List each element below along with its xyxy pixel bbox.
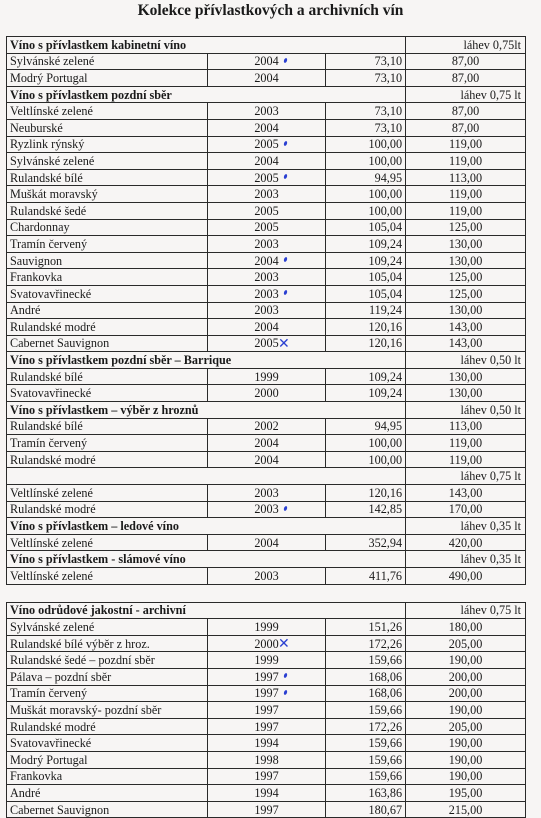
- price-gross: 119,00: [406, 435, 526, 452]
- wine-year: 2004: [208, 153, 326, 170]
- price-gross: 143,00: [406, 335, 526, 352]
- price-net: 159,66: [326, 768, 406, 785]
- table-row: [7, 335, 526, 352]
- wine-year: 2004: [208, 53, 326, 70]
- price-net: 352,94: [326, 534, 406, 551]
- wine-year: 1994: [208, 735, 326, 752]
- pen-tick-mark: [283, 173, 288, 179]
- table-row: [7, 269, 526, 286]
- price-net: 94,95: [326, 169, 406, 186]
- table-row: [7, 718, 526, 735]
- wine-price-table: [6, 36, 526, 818]
- wine-year: 1997: [208, 668, 326, 685]
- price-gross: 87,00: [406, 53, 526, 70]
- table-row: [7, 801, 526, 818]
- table-row: [7, 768, 526, 785]
- wine-name: Frankovka: [7, 768, 208, 785]
- table-row: [7, 751, 526, 768]
- price-net: 159,66: [326, 751, 406, 768]
- bottle-size: láhev 0,75 lt: [406, 86, 526, 103]
- wine-name: Sauvignon: [7, 252, 208, 269]
- sub-unit-row: [7, 468, 526, 485]
- table-row: [7, 119, 526, 136]
- wine-year: 2003: [208, 568, 326, 585]
- price-net: 180,67: [326, 801, 406, 818]
- price-gross: 190,00: [406, 735, 526, 752]
- table-row: [7, 534, 526, 551]
- bottle-size: láhev 0,75lt: [406, 37, 526, 54]
- wine-name: Rulandské bílé: [7, 418, 208, 435]
- wine-name: Modrý Portugal: [7, 751, 208, 768]
- price-gross: 490,00: [406, 568, 526, 585]
- table-row: [7, 53, 526, 70]
- wine-year: 2003: [208, 186, 326, 203]
- pen-cross-mark: ✕: [278, 635, 290, 652]
- wine-year: 1997: [208, 801, 326, 818]
- wine-name: Rulandské modré: [7, 451, 208, 468]
- table-row: [7, 368, 526, 385]
- pen-tick-mark: [283, 290, 288, 296]
- wine-name: Veltlínské zelené: [7, 103, 208, 120]
- table-row: [7, 418, 526, 435]
- price-gross: 130,00: [406, 236, 526, 253]
- empty-cell: [7, 468, 406, 485]
- wine-year: 2003: [208, 103, 326, 120]
- price-gross: 170,00: [406, 501, 526, 518]
- price-gross: 130,00: [406, 385, 526, 402]
- price-net: 151,26: [326, 619, 406, 636]
- pen-tick-mark: [283, 673, 288, 679]
- wine-year: 2003: [208, 485, 326, 502]
- table-row: [7, 785, 526, 802]
- price-gross: 420,00: [406, 534, 526, 551]
- price-net: 105,04: [326, 269, 406, 286]
- price-gross: 200,00: [406, 685, 526, 702]
- table-row: [7, 285, 526, 302]
- pen-tick-mark: [283, 505, 288, 511]
- price-net: 120,16: [326, 485, 406, 502]
- price-gross: 113,00: [406, 169, 526, 186]
- price-gross: 130,00: [406, 302, 526, 319]
- wine-name: Neuburské: [7, 119, 208, 136]
- price-gross: 113,00: [406, 418, 526, 435]
- spacer-cell: [7, 584, 526, 602]
- wine-table-body: [7, 37, 526, 818]
- section-header: [7, 518, 526, 535]
- section-header: [7, 551, 526, 568]
- wine-year: 2005: [208, 136, 326, 153]
- table-row: [7, 169, 526, 186]
- table-row: [7, 70, 526, 87]
- section-title: Víno s přívlastkem – výběr z hroznů: [7, 402, 406, 419]
- wine-name: Sylvánské zelené: [7, 153, 208, 170]
- price-gross: 125,00: [406, 285, 526, 302]
- wine-name: Rulandské modré: [7, 501, 208, 518]
- price-net: 109,24: [326, 252, 406, 269]
- table-row: [7, 501, 526, 518]
- page-title: Kolekce přívlastkových a archivních vín: [137, 2, 404, 19]
- price-gross: 190,00: [406, 702, 526, 719]
- wine-year: 2003: [208, 501, 326, 518]
- bottle-size: láhev 0,75 lt: [406, 468, 526, 485]
- section-title: Víno s přívlastkem kabinetní víno: [7, 37, 406, 54]
- wine-name: Rulandské bílé: [7, 169, 208, 186]
- price-net: 73,10: [326, 70, 406, 87]
- price-gross: 130,00: [406, 252, 526, 269]
- price-gross: 87,00: [406, 70, 526, 87]
- section-title: Víno odrůdové jakostní - archivní: [7, 602, 406, 619]
- wine-name: Rulandské modré: [7, 319, 208, 336]
- price-gross: 125,00: [406, 219, 526, 236]
- wine-name: Veltlínské zelené: [7, 568, 208, 585]
- wine-name: Sylvánské zelené: [7, 619, 208, 636]
- wine-year: 2000 ✕: [208, 635, 326, 652]
- wine-year: 2000: [208, 385, 326, 402]
- price-gross: 130,00: [406, 368, 526, 385]
- price-gross: 119,00: [406, 136, 526, 153]
- bottle-size: láhev 0,50 lt: [406, 352, 526, 369]
- price-gross: 200,00: [406, 668, 526, 685]
- price-gross: 119,00: [406, 186, 526, 203]
- wine-name: Rulandské šedé: [7, 202, 208, 219]
- wine-year: 2004: [208, 534, 326, 551]
- table-row: [7, 568, 526, 585]
- section-title: Víno s přívlastkem pozdní sběr: [7, 86, 406, 103]
- price-gross: 190,00: [406, 768, 526, 785]
- price-net: 100,00: [326, 451, 406, 468]
- wine-year: 1999: [208, 652, 326, 669]
- wine-name: Modrý Portugal: [7, 70, 208, 87]
- wine-year: 2005: [208, 219, 326, 236]
- price-gross: 195,00: [406, 785, 526, 802]
- price-net: 168,06: [326, 685, 406, 702]
- section-title: Víno s přívlastkem pozdní sběr – Barrique: [7, 352, 406, 369]
- wine-name: Muškát moravský: [7, 186, 208, 203]
- price-net: 172,26: [326, 718, 406, 735]
- price-gross: 119,00: [406, 451, 526, 468]
- wine-year: 2004: [208, 435, 326, 452]
- section-header: [7, 37, 526, 54]
- table-row: [7, 702, 526, 719]
- section-header: [7, 352, 526, 369]
- price-net: 73,10: [326, 119, 406, 136]
- pen-tick-mark: [283, 140, 288, 146]
- wine-name: André: [7, 785, 208, 802]
- price-gross: 190,00: [406, 652, 526, 669]
- bottle-size: láhev 0,35 lt: [406, 551, 526, 568]
- wine-year: 2004: [208, 319, 326, 336]
- table-row: [7, 252, 526, 269]
- price-net: 411,76: [326, 568, 406, 585]
- price-gross: 180,00: [406, 619, 526, 636]
- wine-year: 1999: [208, 619, 326, 636]
- section-header: [7, 86, 526, 103]
- table-row: [7, 435, 526, 452]
- table-row: [7, 735, 526, 752]
- table-row: [7, 485, 526, 502]
- price-net: 100,00: [326, 153, 406, 170]
- wine-name: Chardonnay: [7, 219, 208, 236]
- wine-name: Frankovka: [7, 269, 208, 286]
- section-header: [7, 402, 526, 419]
- table-row: [7, 619, 526, 636]
- price-net: 163,86: [326, 785, 406, 802]
- price-net: 119,24: [326, 302, 406, 319]
- wine-year: 1994: [208, 785, 326, 802]
- section-header: [7, 602, 526, 619]
- price-net: 105,04: [326, 219, 406, 236]
- wine-year: 2003: [208, 269, 326, 286]
- price-gross: 125,00: [406, 269, 526, 286]
- wine-year: 2002: [208, 418, 326, 435]
- wine-name: Svatovavřinecké: [7, 285, 208, 302]
- price-net: 109,24: [326, 385, 406, 402]
- price-gross: 143,00: [406, 319, 526, 336]
- wine-name: Svatovavřinecké: [7, 385, 208, 402]
- wine-year: 2005 ✕: [208, 335, 326, 352]
- price-net: 100,00: [326, 186, 406, 203]
- wine-year: 2003: [208, 285, 326, 302]
- table-row: [7, 685, 526, 702]
- table-row: [7, 136, 526, 153]
- price-net: 172,26: [326, 635, 406, 652]
- price-net: 100,00: [326, 435, 406, 452]
- price-gross: 143,00: [406, 485, 526, 502]
- price-gross: 87,00: [406, 119, 526, 136]
- wine-name: Tramín červený: [7, 685, 208, 702]
- wine-name: Rulandské modré: [7, 718, 208, 735]
- price-gross: 119,00: [406, 153, 526, 170]
- bottle-size: láhev 0,75 lt: [406, 602, 526, 619]
- table-row: [7, 668, 526, 685]
- price-net: 109,24: [326, 368, 406, 385]
- wine-name: Cabernet Sauvignon: [7, 801, 208, 818]
- wine-name: Rulandské bílé výběr z hroz.: [7, 635, 208, 652]
- price-net: 94,95: [326, 418, 406, 435]
- price-gross: 205,00: [406, 635, 526, 652]
- wine-name: Tramín červený: [7, 236, 208, 253]
- table-row: [7, 202, 526, 219]
- wine-name: Tramín červený: [7, 435, 208, 452]
- table-row: [7, 302, 526, 319]
- price-net: 142,85: [326, 501, 406, 518]
- price-gross: 87,00: [406, 103, 526, 120]
- pen-tick-mark: [283, 256, 288, 262]
- price-net: 105,04: [326, 285, 406, 302]
- price-net: 109,24: [326, 236, 406, 253]
- price-gross: 190,00: [406, 751, 526, 768]
- price-net: 168,06: [326, 668, 406, 685]
- price-gross: 119,00: [406, 202, 526, 219]
- wine-year: 1997: [208, 768, 326, 785]
- wine-year: 2005: [208, 169, 326, 186]
- bottle-size: láhev 0,50 lt: [406, 402, 526, 419]
- wine-name: Ryzlink rýnský: [7, 136, 208, 153]
- table-row: [7, 236, 526, 253]
- wine-name: Veltlínské zelené: [7, 485, 208, 502]
- wine-year: 1997: [208, 685, 326, 702]
- wine-name: Rulandské šedé – pozdní sběr: [7, 652, 208, 669]
- price-net: 73,10: [326, 103, 406, 120]
- price-net: 100,00: [326, 202, 406, 219]
- wine-year: 2004: [208, 252, 326, 269]
- price-gross: 205,00: [406, 718, 526, 735]
- price-net: 100,00: [326, 136, 406, 153]
- wine-name: Pálava – pozdní sběr: [7, 668, 208, 685]
- pen-cross-mark: ✕: [278, 335, 290, 352]
- wine-year: 1997: [208, 718, 326, 735]
- table-row: [7, 103, 526, 120]
- wine-name: Sylvánské zelené: [7, 53, 208, 70]
- section-title: Víno s přívlastkem - slámové víno: [7, 551, 406, 568]
- price-net: 120,16: [326, 335, 406, 352]
- wine-year: 2003: [208, 236, 326, 253]
- table-row: [7, 385, 526, 402]
- wine-year: 2003: [208, 302, 326, 319]
- table-row: [7, 319, 526, 336]
- table-row: [7, 652, 526, 669]
- spacer-row: [7, 584, 526, 602]
- wine-name: Rulandské bílé: [7, 368, 208, 385]
- table-row: [7, 451, 526, 468]
- price-net: 159,66: [326, 735, 406, 752]
- wine-year: 2004: [208, 451, 326, 468]
- pen-tick-mark: [283, 689, 288, 695]
- price-net: 159,66: [326, 652, 406, 669]
- wine-year: 2005: [208, 202, 326, 219]
- wine-year: 1997: [208, 702, 326, 719]
- table-row: [7, 635, 526, 652]
- wine-name: Muškát moravský- pozdní sběr: [7, 702, 208, 719]
- wine-name: André: [7, 302, 208, 319]
- wine-name: Veltlínské zelené: [7, 534, 208, 551]
- wine-name: Cabernet Sauvignon: [7, 335, 208, 352]
- pen-tick-mark: [283, 57, 288, 63]
- wine-year: 1999: [208, 368, 326, 385]
- price-net: 120,16: [326, 319, 406, 336]
- wine-year: 2004: [208, 119, 326, 136]
- wine-year: 2004: [208, 70, 326, 87]
- table-row: [7, 219, 526, 236]
- section-title: Víno s přívlastkem – ledové víno: [7, 518, 406, 535]
- bottle-size: láhev 0,35 lt: [406, 518, 526, 535]
- price-gross: 215,00: [406, 801, 526, 818]
- price-net: 73,10: [326, 53, 406, 70]
- price-net: 159,66: [326, 702, 406, 719]
- table-row: [7, 153, 526, 170]
- wine-year: 1998: [208, 751, 326, 768]
- table-row: [7, 186, 526, 203]
- wine-name: Svatovavřinecké: [7, 735, 208, 752]
